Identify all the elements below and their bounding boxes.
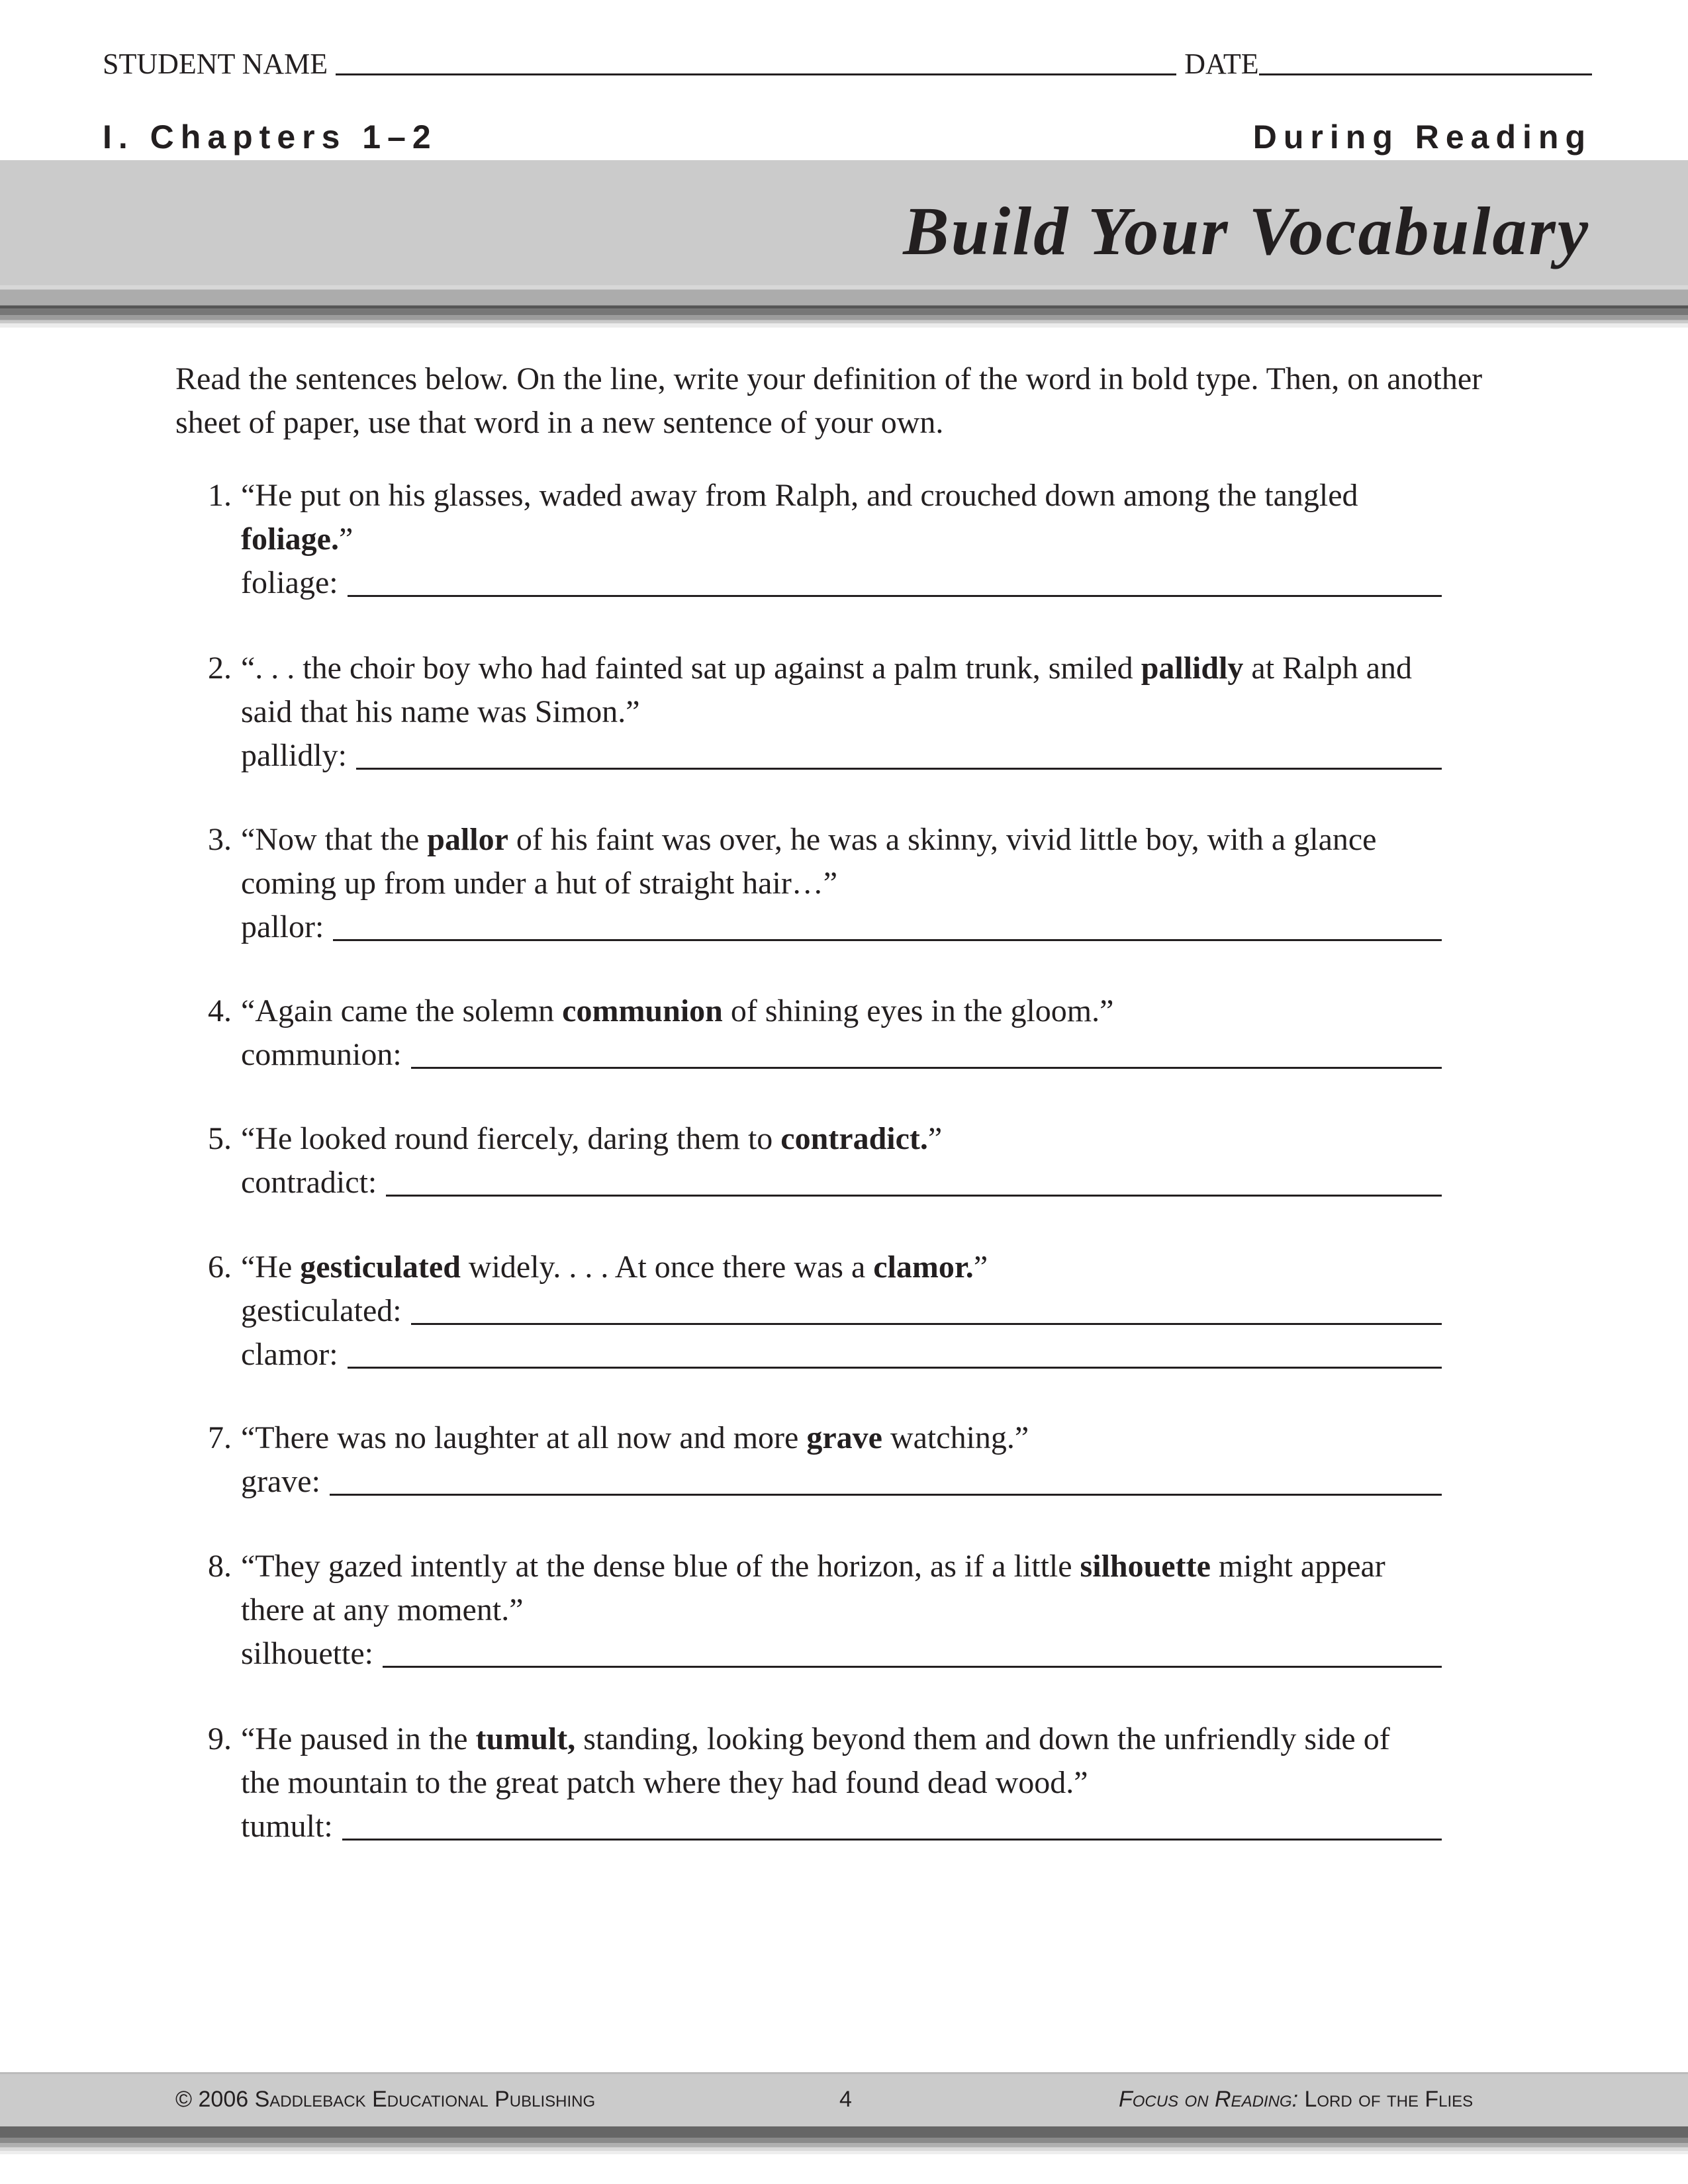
- vocab-item: [192, 1416, 1489, 1504]
- page-number: 4: [839, 2087, 852, 2112]
- quote-text: “They gazed intently at the dense blue of the horizon, as if a little: [241, 1549, 1080, 1584]
- vocab-word: gesticulated: [300, 1250, 461, 1285]
- quote-line: [241, 1717, 1489, 1761]
- quote-text: “He: [241, 1250, 301, 1285]
- quote-text: “He paused in the: [241, 1721, 476, 1756]
- quote-text: might appear: [1210, 1549, 1385, 1584]
- item-number: 3.: [208, 822, 232, 857]
- quote-text: the mountain to the great patch where they had found dead wood.”: [241, 1765, 1088, 1800]
- quote-line: [241, 862, 1489, 905]
- definition-field[interactable]: [342, 1839, 1442, 1841]
- vocab-item: [192, 1717, 1489, 1848]
- quote-text: watching.”: [882, 1420, 1029, 1455]
- definition-label: contradict:: [241, 1165, 377, 1200]
- quote-text: coming up from under a hut of straight hair…”: [241, 866, 838, 901]
- footer-copyright: © 2006 Saddleback Educational Publishing: [175, 2087, 596, 2112]
- quote-text: ”: [973, 1250, 988, 1285]
- vocab-word: tumult,: [475, 1721, 576, 1756]
- definition-label: silhouette:: [241, 1636, 373, 1671]
- quote-text: “. . . the choir boy who had fainted sat up against a palm trunk, smiled: [241, 651, 1141, 686]
- vocab-word: silhouette: [1080, 1549, 1211, 1584]
- instructions: Read the sentences below. On the line, write your definition of the word in bold type. Then, on another sheet of paper, use that word in a new sentence of your own.: [175, 361, 1483, 440]
- definition-label: tumult:: [241, 1809, 333, 1844]
- item-number: 8.: [208, 1549, 232, 1584]
- student-info-row: [103, 41, 1592, 81]
- definition-field[interactable]: [411, 1067, 1442, 1069]
- quote-line: [241, 690, 1489, 734]
- definition-field[interactable]: [386, 1195, 1442, 1197]
- vocab-word: communion: [562, 993, 723, 1028]
- definition-label: communion:: [241, 1037, 402, 1072]
- definition-label: pallor:: [241, 909, 324, 944]
- item-number: 1.: [208, 478, 232, 513]
- quote-text: “He put on his glasses, waded away from Ralph, and crouched down among the tangled: [241, 478, 1358, 513]
- definition-row: [241, 1460, 1442, 1504]
- footer-book-title: [1119, 2087, 1473, 2113]
- vocab-item: [192, 818, 1489, 949]
- definition-field[interactable]: [411, 1323, 1442, 1325]
- vocab-word: pallor: [427, 822, 508, 857]
- definition-field[interactable]: [383, 1666, 1442, 1668]
- quote-text: of his faint was over, he was a skinny, vivid little boy, with a glance: [508, 822, 1377, 857]
- definition-row: [241, 1161, 1442, 1205]
- definition-label: clamor:: [241, 1337, 338, 1372]
- definition-field[interactable]: [330, 1494, 1442, 1496]
- header-stripes: [0, 285, 1688, 328]
- footer-stripes: [0, 2126, 1688, 2154]
- definition-row: [241, 1033, 1442, 1077]
- item-number: 7.: [208, 1420, 232, 1455]
- definition-field[interactable]: [348, 595, 1442, 597]
- quote-line: [241, 647, 1489, 690]
- vocab-item: [192, 1246, 1489, 1377]
- quote-line: [241, 1761, 1489, 1805]
- date-label: DATE: [1184, 48, 1259, 80]
- definition-label: grave:: [241, 1464, 320, 1499]
- page-title: Build Your Vocabulary: [903, 193, 1590, 269]
- vocab-word: grave: [806, 1420, 882, 1455]
- definition-row: [241, 561, 1442, 605]
- quote-line: [241, 518, 1489, 561]
- definition-row: [241, 1805, 1442, 1848]
- item-number: 2.: [208, 651, 232, 686]
- footer-book: Lord of the Flies: [1304, 2087, 1474, 2112]
- vocab-item: [192, 989, 1489, 1077]
- quote-line: [241, 1117, 1489, 1161]
- vocab-word: contradict.: [780, 1121, 928, 1156]
- definition-field[interactable]: [333, 939, 1442, 941]
- vocab-word: foliage.: [241, 522, 339, 557]
- vocab-word: pallidly: [1141, 651, 1244, 686]
- quote-text: widely. . . . At once there was a: [460, 1250, 874, 1285]
- quote-line: [241, 1588, 1489, 1632]
- student-name-field[interactable]: [336, 73, 1176, 75]
- quote-text: at Ralph and: [1243, 651, 1413, 686]
- definition-field[interactable]: [356, 768, 1442, 770]
- definition-row: [241, 905, 1442, 949]
- quote-text: ”: [927, 1121, 943, 1156]
- definition-label: gesticulated:: [241, 1293, 402, 1328]
- phase-label: During Reading: [1252, 118, 1592, 156]
- quote-line: [241, 818, 1489, 862]
- definition-row: [241, 1632, 1442, 1676]
- definition-row: [241, 734, 1442, 778]
- vocab-item: [192, 1545, 1489, 1676]
- section-row: [103, 118, 1592, 156]
- quote-line: [241, 1416, 1489, 1460]
- definition-label: foliage:: [241, 565, 338, 600]
- item-number: 4.: [208, 993, 232, 1028]
- quote-text: of shining eyes in the gloom.”: [722, 993, 1114, 1028]
- quote-text: ”: [338, 522, 353, 557]
- vocab-item: [192, 1117, 1489, 1205]
- quote-line: [241, 474, 1489, 518]
- vocab-item: [192, 474, 1489, 605]
- quote-text: “Now that the: [241, 822, 428, 857]
- quote-text: there at any moment.”: [241, 1592, 524, 1627]
- quote-text: said that his name was Simon.”: [241, 694, 640, 729]
- item-number: 9.: [208, 1721, 232, 1756]
- footer-series: Focus on Reading:: [1119, 2087, 1299, 2112]
- section-label: I. Chapters 1–2: [103, 118, 438, 156]
- quote-line: [241, 989, 1489, 1033]
- quote-text: standing, looking beyond them and down the unfriendly side of: [575, 1721, 1390, 1756]
- date-field[interactable]: [1259, 73, 1592, 75]
- quote-text: “He looked round fiercely, daring them to: [241, 1121, 781, 1156]
- vocab-word: clamor.: [873, 1250, 974, 1285]
- quote-line: [241, 1545, 1489, 1588]
- quote-text: “There was no laughter at all now and more: [241, 1420, 807, 1455]
- student-name-label: STUDENT NAME: [103, 48, 328, 80]
- item-number: 6.: [208, 1250, 232, 1285]
- item-number: 5.: [208, 1121, 232, 1156]
- definition-row: [241, 1333, 1442, 1377]
- definition-field[interactable]: [348, 1367, 1442, 1369]
- definition-row: [241, 1289, 1442, 1333]
- vocab-item: [192, 647, 1489, 778]
- quote-text: “Again came the solemn: [241, 993, 563, 1028]
- definition-label: pallidly:: [241, 738, 347, 773]
- quote-line: [241, 1246, 1489, 1289]
